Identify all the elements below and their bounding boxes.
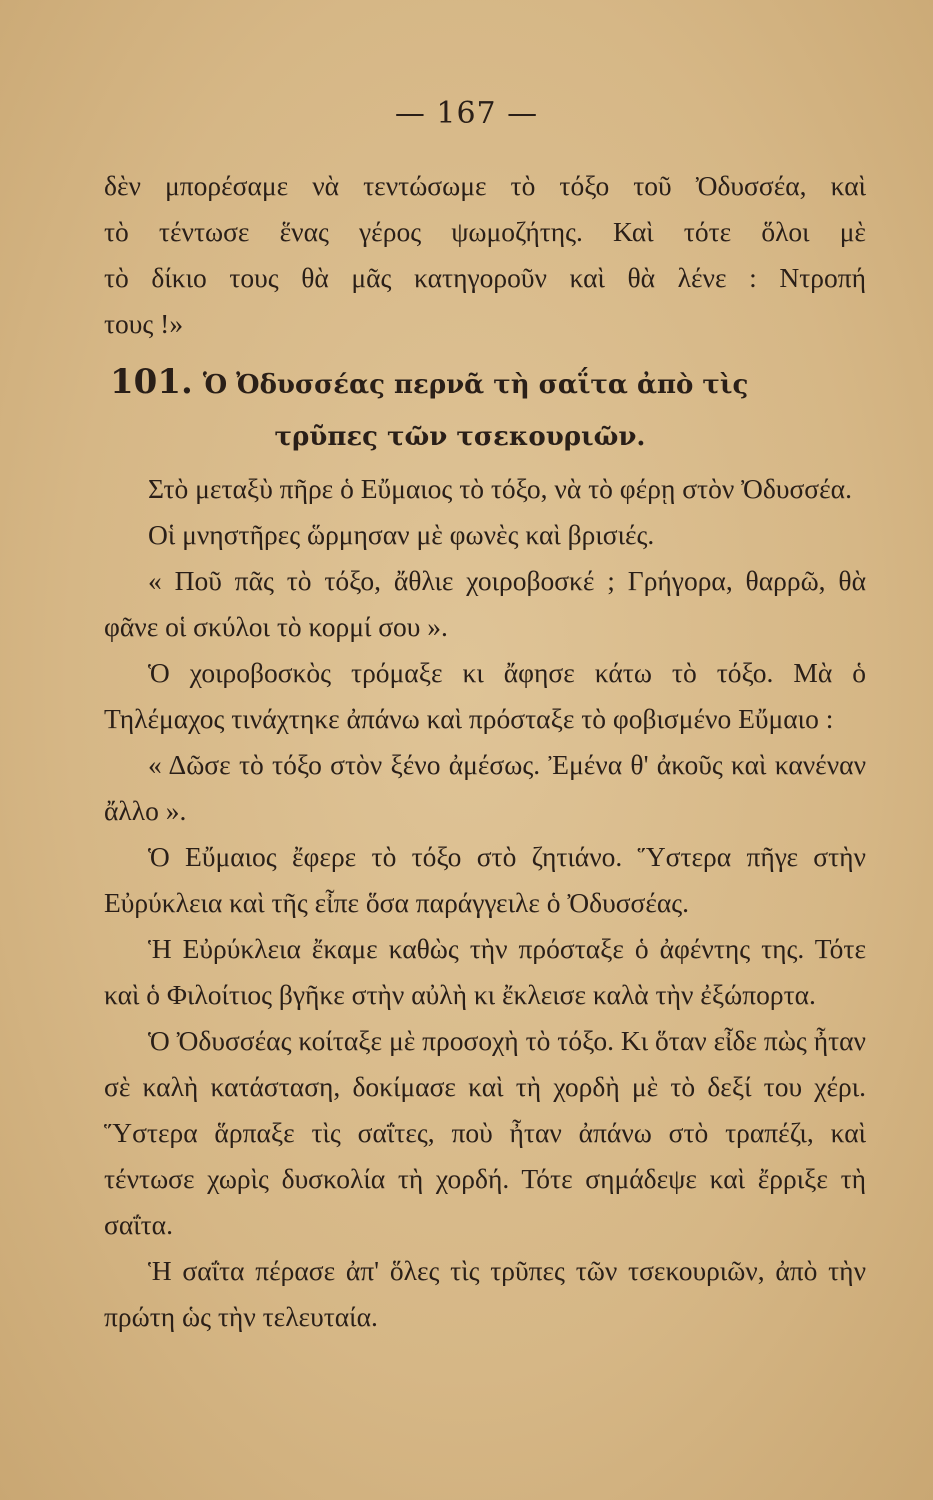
- paragraph: « Ποῦ πᾶς τὸ τόξο, ἄθλιε χοιροβοσκέ ; Γρήγορα, θαρρῶ, θὰ φᾶνε οἱ σκύλοι τὸ κορμί σου ».: [104, 565, 866, 642]
- section-number: 101.: [110, 362, 193, 402]
- paragraph: Ὁ Ὀδυσσέας κοίταξε μὲ προσοχὴ τὸ τόξο. Κι ὅταν εἶδε πὼς ἦταν σὲ καλὴ κατάσταση, δοκίμασε καὶ τὴ χορδὴ μὲ τὸ δεξί του χέρι. Ὕστερα ἅρπαξε τὶς σαΐτες, ποὺ ἦταν ἀπάνω στὸ τραπέζι, καὶ τέντωσε χωρὶς δυσκολία τὴ χορδή. Τότε σημάδεψε καὶ ἔρριξε τὴ σαΐτα.: [104, 1025, 866, 1240]
- section-title-line1: Ὁ Ὀδυσσέας περνᾶ τὴ σαΐτα ἀπὸ τὶς: [202, 370, 749, 400]
- paragraph: Ὁ χοιροβοσκὸς τρόμαξε κι ἄφησε κάτω τὸ τόξο. Μὰ ὁ Τηλέμαχος τινάχτηκε ἀπάνω καὶ πρόσταξε τὸ φοβισμένο Εὔμαιο :: [104, 657, 866, 734]
- page-number: — 167 —: [394, 96, 539, 131]
- paragraph: « Δῶσε τὸ τόξο στὸν ξένο ἀμέσως. Ἐμένα θ' ἀκοῦς καὶ κανέναν ἄλλο ».: [104, 749, 866, 826]
- section-title-line2: τρῦπες τῶν τσεκουριῶν.: [274, 422, 646, 452]
- intro-line: τὸ τέντωσε ἕνας γέρος ψωμοζήτης. Καὶ τότε ὅλοι μὲ: [104, 216, 866, 247]
- intro-text: [104, 163, 866, 347]
- paragraph: Ὁ Εὔμαιος ἔφερε τὸ τόξο στὸ ζητιάνο. Ὕστερα πῆγε στὴν Εὐρύκλεια καὶ τῆς εἶπε ὅσα παράγγειλε ὁ Ὀδυσσέας.: [104, 841, 866, 918]
- paragraph: Οἱ μνηστῆρες ὥρμησαν μὲ φωνὲς καὶ βρισιές.: [148, 519, 655, 550]
- paragraph: Ἡ Εὐρύκλεια ἔκαμε καθὼς τὴν πρόσταξε ὁ ἀφέντης της. Τότε καὶ ὁ Φιλοίτιος βγῆκε στὴν αὐλὴ κι ἔκλεισε καλὰ τὴν ἐξώπορτα.: [104, 933, 866, 1010]
- intro-line: δὲν μπορέσαμε νὰ τεντώσωμε τὸ τόξο τοῦ Ὀδυσσέα, καὶ: [104, 170, 866, 201]
- body-text: [104, 466, 866, 1340]
- paragraph: Ἡ σαΐτα πέρασε ἀπ' ὅλες τὶς τρῦπες τῶν τσεκουριῶν, ἀπὸ τὴν πρώτη ὡς τὴν τελευταία.: [104, 1255, 866, 1332]
- intro-line: τους !»: [104, 308, 184, 339]
- intro-line: τὸ δίκιο τους θὰ μᾶς κατηγοροῦν καὶ θὰ λένε : Ντροπή: [104, 262, 866, 293]
- section-heading: [110, 356, 830, 463]
- paragraph: Στὸ μεταξὺ πῆρε ὁ Εὔμαιος τὸ τόξο, νὰ τὸ φέρῃ στὸν Ὀδυσσέα.: [148, 473, 852, 504]
